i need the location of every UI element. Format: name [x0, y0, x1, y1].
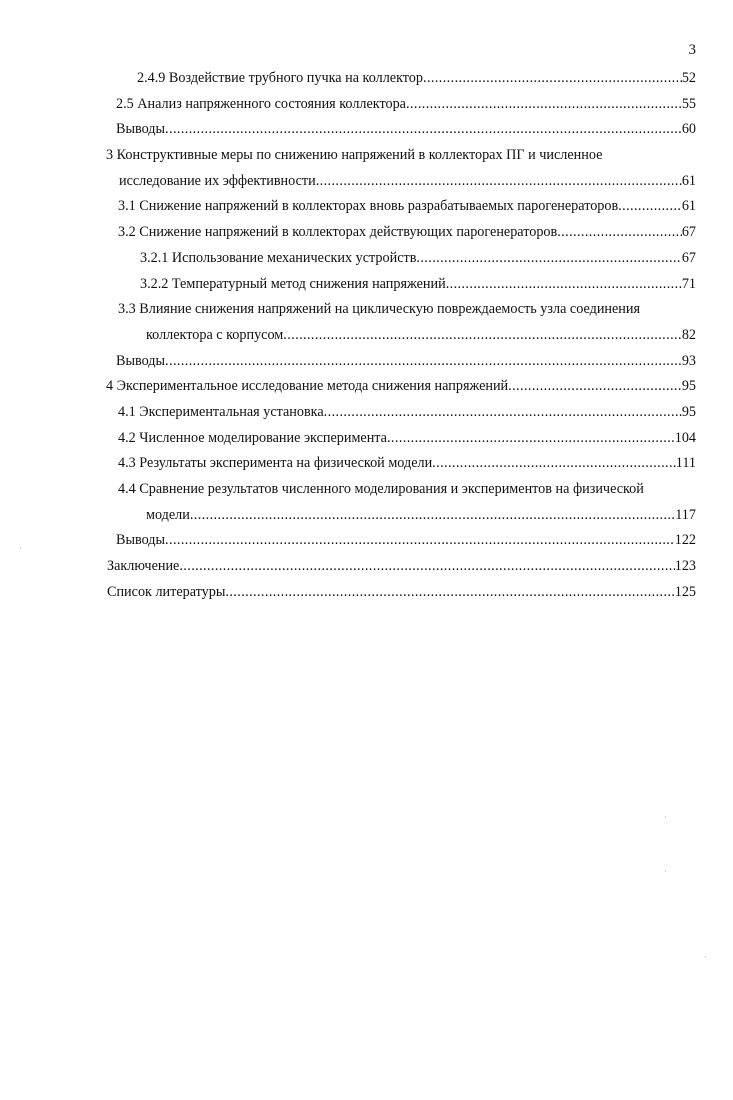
toc-entry-title-line1: 4.4 Сравнение результатов численного моделирования и экспериментов на физической	[118, 481, 644, 497]
toc-entry-conclusions-2[interactable]	[116, 117, 696, 143]
toc-entry-title-line2: модели	[146, 506, 190, 523]
toc-entry-title: 4.1 Экспериментальная установка	[118, 403, 324, 420]
toc-page-number: 82	[681, 326, 696, 343]
toc-dot-leader	[283, 323, 682, 349]
toc-page-number: 122	[674, 532, 696, 549]
toc-dot-leader	[165, 349, 682, 375]
toc-entry-4-1[interactable]	[118, 400, 696, 426]
toc-entry-4-2[interactable]	[118, 426, 696, 452]
toc-entry-conclusion[interactable]	[107, 554, 696, 580]
toc-page-number: 60	[681, 121, 696, 138]
toc-entry-title: Выводы	[116, 532, 166, 549]
toc-entry-conclusions-4[interactable]	[116, 528, 696, 554]
toc-page-number: 95	[681, 378, 696, 395]
toc-page-number: 67	[681, 224, 696, 241]
table-of-contents	[0, 66, 733, 605]
toc-dot-leader	[190, 503, 675, 529]
toc-entry-title-line2: исследование их эффективности	[119, 172, 316, 189]
toc-entry-title-line2: коллектора с корпусом	[146, 326, 284, 343]
toc-entry-3-3[interactable]	[118, 297, 696, 348]
toc-dot-leader	[324, 400, 682, 426]
toc-entry-title: 3.2.1 Использование механических устройств	[140, 249, 417, 266]
toc-entry-chapter-3[interactable]	[106, 143, 696, 194]
toc-page-number: 93	[681, 352, 696, 369]
toc-entry-3-2-2[interactable]	[140, 272, 696, 298]
toc-dot-leader	[406, 92, 682, 118]
toc-entry-title: 3.1 Снижение напряжений в коллекторах вновь разрабатываемых парогенераторов	[118, 198, 619, 215]
toc-entry-conclusions-3[interactable]	[116, 349, 696, 375]
toc-dot-leader	[423, 66, 682, 92]
toc-entry-title: 2.5 Анализ напряженного состояния коллектора	[116, 95, 406, 112]
toc-entry-title: Заключение	[107, 558, 180, 575]
toc-dot-leader	[416, 246, 681, 272]
toc-dot-leader	[165, 117, 682, 143]
toc-page-number: 125	[674, 583, 696, 600]
toc-entry-title: 2.4.9 Воздействие трубного пучка на коллектор	[137, 70, 423, 86]
toc-entry-4-3[interactable]	[118, 451, 696, 477]
toc-dot-leader	[557, 220, 682, 246]
toc-entry-2-5[interactable]	[116, 92, 696, 118]
toc-entry-title: Выводы	[116, 121, 166, 138]
toc-page-number: 111	[675, 455, 696, 472]
toc-entry-title: Выводы	[116, 352, 166, 369]
scan-speck: ·	[664, 813, 667, 822]
toc-entry-4-4[interactable]	[118, 477, 696, 528]
toc-entry-title: Список литературы	[107, 583, 226, 600]
page-number: 3	[688, 42, 696, 58]
toc-entry-3-1[interactable]	[118, 194, 696, 220]
toc-page-number: 67	[681, 249, 696, 266]
scan-speck: ·	[704, 953, 707, 962]
toc-entry-references[interactable]	[107, 580, 696, 606]
toc-entry-title: 4.3 Результаты эксперимента на физической модели	[118, 455, 433, 472]
toc-dot-leader	[225, 580, 674, 606]
toc-dot-leader	[446, 272, 682, 298]
toc-page-number: 61	[681, 172, 696, 189]
toc-page-number: 61	[681, 198, 696, 215]
toc-page-number: 123	[674, 558, 696, 575]
toc-entry-chapter-4[interactable]	[106, 374, 696, 400]
toc-dot-leader	[508, 374, 682, 400]
toc-dot-leader	[432, 451, 676, 477]
toc-page-number: 117	[675, 506, 696, 523]
toc-entry-title: 4.2 Численное моделирование эксперимента	[118, 429, 387, 446]
toc-dot-leader	[618, 194, 682, 220]
toc-dot-leader	[316, 169, 682, 195]
toc-entry-title-line1: 3 Конструктивные меры по снижению напряжений в коллекторах ПГ и численное	[106, 147, 603, 164]
toc-dot-leader	[387, 426, 675, 452]
scan-speck: ·	[664, 867, 667, 876]
toc-page-number: 95	[681, 403, 696, 420]
scan-speck: ·	[19, 544, 22, 553]
toc-entry-title-line1: 3.3 Влияние снижения напряжений на циклическую повреждаемость узла соединения	[118, 301, 641, 318]
toc-dot-leader	[179, 554, 674, 580]
toc-entry-title: 3.2.2 Температурный метод снижения напряжений	[140, 275, 446, 292]
toc-page-number: 52	[681, 70, 696, 86]
toc-entry-title: 4 Экспериментальное исследование метода снижения напряжений	[106, 378, 509, 395]
toc-page-number: 71	[681, 275, 696, 292]
toc-entry-3-2-1[interactable]	[140, 246, 696, 272]
toc-entry-title: 3.2 Снижение напряжений в коллекторах действующих парогенераторов	[118, 224, 558, 241]
toc-entry-3-2[interactable]	[118, 220, 696, 246]
toc-page-number: 55	[681, 95, 696, 112]
toc-entry-2-4-9[interactable]	[137, 66, 696, 92]
toc-page-number: 104	[674, 429, 696, 446]
toc-dot-leader	[165, 528, 675, 554]
